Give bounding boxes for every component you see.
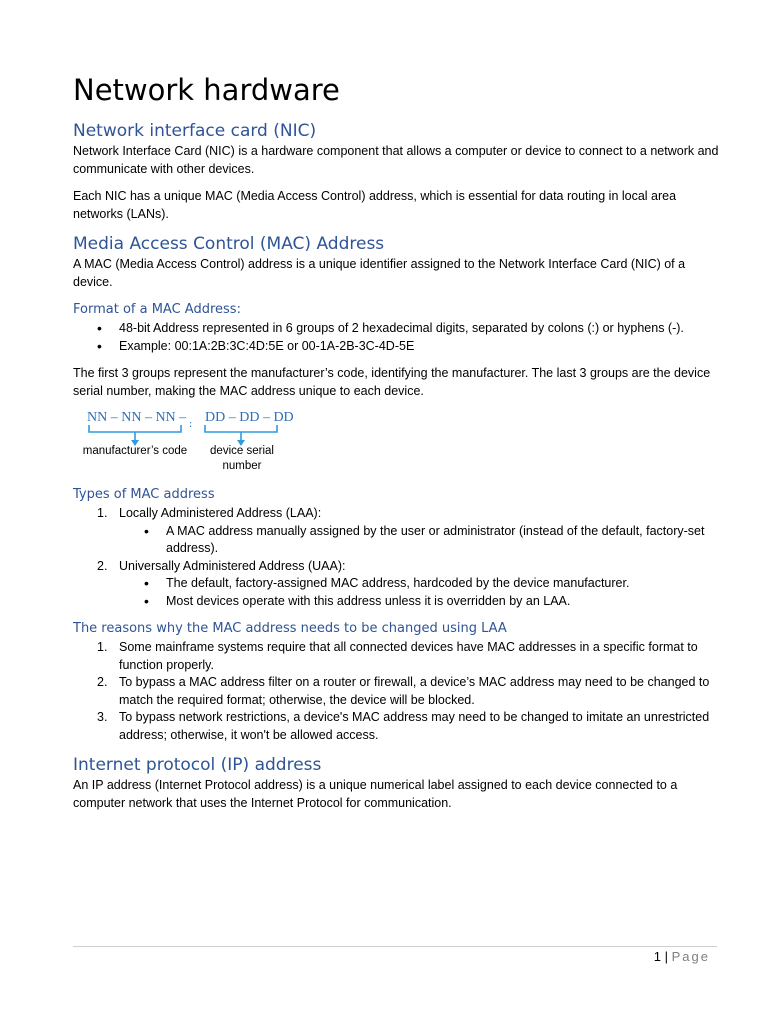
mac-reasons-list xyxy=(73,639,721,744)
nic-paragraph-2: Each NIC has a unique MAC (Media Access Control) address, which is essential for data routing in local area networks (LANs). xyxy=(73,189,677,221)
list-item-text: To bypass network restrictions, a device's MAC address may need to be changed to imitate an unrestricted address; otherwise, it won't be allowed access. xyxy=(119,710,710,742)
footer-divider xyxy=(73,946,717,947)
list-item-text: To bypass a MAC address filter on a router or firewall, a device’s MAC address may need to be changed to match the required format; otherwise, the device will be blocked. xyxy=(119,675,710,707)
page-content xyxy=(73,70,721,822)
mac-heading: Media Access Control (MAC) Address xyxy=(73,234,385,254)
page-footer xyxy=(654,949,710,964)
list-item xyxy=(73,505,721,558)
nic-heading: Network interface card (NIC) xyxy=(73,121,317,141)
list-item: • Example: 00:1A:2B:3C:4D:5E or 00-1A-2B-3C-4D-5E xyxy=(73,338,721,356)
diagram-manufacturer-label: manufacturer’s code xyxy=(82,445,188,457)
sub-list xyxy=(119,523,721,558)
diagram-manufacturer-groups: NN – NN – NN – xyxy=(87,410,187,425)
ip-heading: Internet protocol (IP) address xyxy=(73,755,322,775)
ip-paragraph-1: An IP address (Internet Protocol address) is a unique numerical label assigned to each device connected to a computer network that uses the Internet Protocol for communication. xyxy=(73,778,678,810)
list-item-label: Universally Administered Address (UAA): xyxy=(119,558,346,573)
page-title: Network hardware xyxy=(73,73,340,107)
list-number: 1. xyxy=(97,640,108,654)
list-item-label: Locally Administered Address (LAA): xyxy=(119,506,322,520)
list-number: 2. xyxy=(97,558,108,573)
list-item: • 48-bit Address represented in 6 groups of 2 hexadecimal digits, separated by colons (:) or hyphens (-). xyxy=(73,320,721,338)
mac-types-heading: Types of MAC address xyxy=(73,487,215,502)
list-number: 3. xyxy=(97,710,108,724)
list-item xyxy=(73,709,721,744)
page-number: 1 xyxy=(653,949,662,964)
list-item-text: Some mainframe systems require that all connected devices have MAC addresses in a specific format to function properly. xyxy=(119,640,698,672)
diagram-serial-groups: DD – DD – DD xyxy=(205,410,294,425)
list-item: • A MAC address manually assigned by the user or administrator (instead of the default, factory-set address). xyxy=(73,523,721,558)
mac-structure-diagram xyxy=(81,410,301,474)
diagram-serial-label: device serial number xyxy=(210,445,274,472)
list-item xyxy=(73,558,721,611)
list-item: • The default, factory-assigned MAC address, hardcoded by the device manufacturer. xyxy=(73,575,721,593)
mac-paragraph-1: A MAC (Media Access Control) address is a unique identifier assigned to the Network Interface Card (NIC) of a device. xyxy=(73,257,686,289)
mac-paragraph-2: The first 3 groups represent the manufacturer’s code, identifying the manufacturer. The last 3 groups are the device serial number, making the MAC address unique to each device. xyxy=(73,366,711,398)
mac-format-list xyxy=(73,320,721,355)
sub-list xyxy=(119,575,721,610)
diagram-separator: : xyxy=(189,418,193,430)
list-item xyxy=(73,674,721,709)
footer-separator: | xyxy=(661,949,672,964)
mac-types-list xyxy=(73,505,721,610)
list-number: 2. xyxy=(97,675,108,689)
mac-format-heading: Format of a MAC Address: xyxy=(73,302,241,317)
list-item: • Most devices operate with this address unless it is overridden by an LAA. xyxy=(73,593,721,611)
list-item xyxy=(73,639,721,674)
page-label: Page xyxy=(671,949,710,964)
mac-reasons-heading: The reasons why the MAC address needs to be changed using LAA xyxy=(73,621,507,636)
list-number: 1. xyxy=(97,506,108,520)
nic-paragraph-1: Network Interface Card (NIC) is a hardware component that allows a computer or device to connect to a network and communicate with other devices. xyxy=(73,144,719,176)
